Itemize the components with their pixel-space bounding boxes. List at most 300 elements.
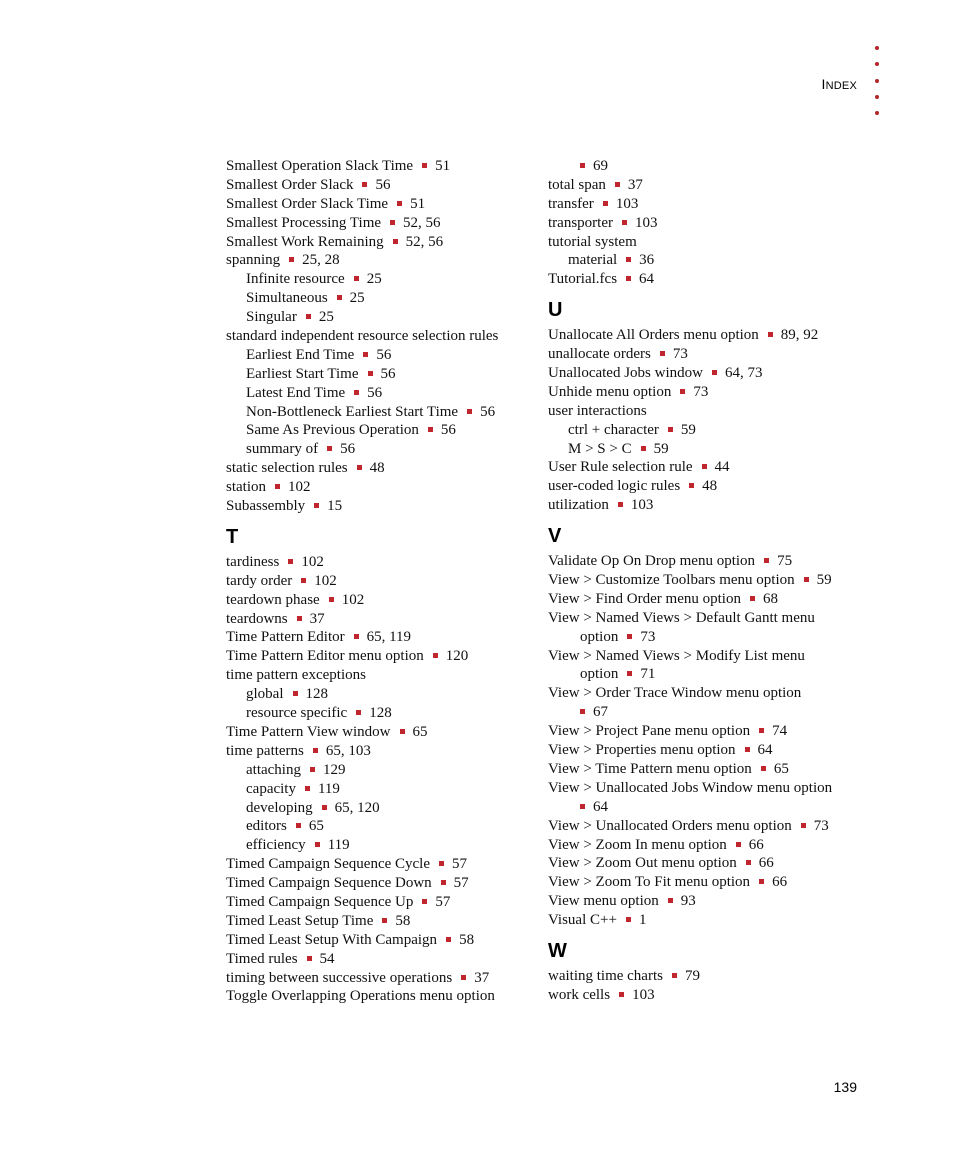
square-bullet-icon [400,729,405,734]
entry-term: time pattern exceptions [226,667,366,684]
entry-term: option [580,666,619,683]
entry-term: Timed Campaign Sequence Down [226,875,432,892]
square-bullet-icon [296,823,301,828]
square-bullet-icon [712,370,717,375]
square-bullet-icon [768,332,773,337]
page-reference: 102 [301,553,324,570]
index-entry [548,892,868,911]
square-bullet-icon [626,276,631,281]
index-entry [226,459,531,478]
square-bullet-icon [626,917,631,922]
square-bullet-icon [603,201,608,206]
index-entry [548,326,868,345]
entry-term: View > Named Views > Default Gantt menu [548,609,815,626]
entry-term: teardowns [226,610,288,627]
page-reference: 65 [412,723,428,740]
index-entry [548,817,868,836]
page-reference: 65 [308,818,324,835]
index-entry [548,911,868,930]
page-reference: 36 [639,252,655,269]
page-reference: 59 [816,572,832,589]
page-reference: 56 [375,176,391,193]
index-entry [548,665,868,684]
index-entry [548,628,868,647]
entry-term: Earliest Start Time [246,365,359,382]
entry-term: View menu option [548,893,659,910]
square-bullet-icon [397,201,402,206]
index-entry [548,496,868,515]
page-reference: 67 [593,704,608,721]
square-bullet-icon [668,898,673,903]
page-reference: 128 [369,705,392,722]
page-reference: 65, 103 [325,742,371,759]
entry-term: Simultaneous [246,290,328,307]
index-entry [548,798,868,817]
index-subentry [226,685,531,704]
index-subentry [548,421,868,440]
entry-term: total span [548,176,606,193]
dot-icon [875,111,879,115]
page-reference: 15 [327,498,343,515]
running-head-initial: I [821,76,826,92]
page-number: 139 [833,1079,857,1095]
page-reference: 37 [627,176,643,193]
square-bullet-icon [357,465,362,470]
entry-term: user interactions [548,402,647,419]
entry-term: Time Pattern View window [226,723,391,740]
entry-term: Timed Campaign Sequence Cycle [226,856,430,873]
entry-term: Smallest Order Slack Time [226,195,389,212]
index-entry [226,478,531,497]
page-reference: 73 [672,346,688,363]
page-reference: 64, 73 [724,365,763,382]
index-entry [226,931,531,950]
index-entry [226,214,531,233]
index-entry [548,779,868,798]
square-bullet-icon [288,559,293,564]
entry-term: Subassembly [226,498,306,515]
dot-icon [875,95,879,99]
index-entry [548,458,868,477]
square-bullet-icon [390,220,395,225]
square-bullet-icon [289,257,294,262]
entry-term: Smallest Work Remaining [226,233,384,250]
entry-term: Smallest Operation Slack Time [226,158,414,174]
entry-term: View > Customize Toolbars menu option [548,572,795,589]
entry-term: tardiness [226,553,280,570]
square-bullet-icon [580,163,585,168]
index-entry [226,233,531,252]
square-bullet-icon [761,766,766,771]
section-letter: W [548,939,567,962]
square-bullet-icon [428,427,433,432]
page-reference: 52, 56 [405,233,444,250]
index-subentry [226,817,531,836]
page-reference: 66 [748,836,764,853]
index-entry [548,760,868,779]
index-entry [226,327,531,346]
page-reference: 48 [369,460,385,477]
index-entry [226,195,531,214]
index-entry [548,176,868,195]
entry-term: waiting time charts [548,967,663,984]
square-bullet-icon [467,409,472,414]
page-reference: 65 [773,760,789,777]
page-reference: 129 [322,761,346,778]
square-bullet-icon [354,390,359,395]
entry-term: user-coded logic rules [548,478,681,495]
index-entry [226,893,531,912]
entry-term: M > S > C [568,440,632,457]
index-entry [226,950,531,969]
square-bullet-icon [672,973,677,978]
page-reference: 56 [380,365,396,382]
entry-term: View > Time Pattern menu option [548,760,752,777]
index-subentry [226,704,531,723]
page-reference: 73 [813,817,829,834]
page-reference: 65, 119 [366,629,412,646]
index-subentry [548,440,868,459]
index-entry [226,553,531,572]
index-entry [548,195,868,214]
running-head-rest: NDEX [825,80,857,92]
entry-term: View > Unallocated Orders menu option [548,817,792,834]
entry-term: attaching [246,761,301,778]
square-bullet-icon [382,918,387,923]
entry-term: View > Project Pane menu option [548,723,751,740]
entry-term: timing between successive operations [226,969,453,986]
page-reference: 102 [341,591,365,608]
square-bullet-icon [804,577,809,582]
entry-term: Validate Op On Drop menu option [548,553,756,570]
page-reference: 120 [445,648,469,665]
page-reference: 73 [693,383,709,400]
entry-term: Timed Least Setup Time [226,912,374,929]
page-reference: 71 [640,666,656,683]
page-reference: 74 [772,723,788,740]
square-bullet-icon [301,578,306,583]
index-entry [548,402,868,421]
index-entry [548,477,868,496]
page-reference: 57 [453,875,469,892]
entry-term: capacity [246,780,296,797]
index-entry [226,723,531,742]
page-reference: 25 [349,290,365,307]
section-letter: V [548,525,562,548]
page-reference: 103 [634,214,658,231]
square-bullet-icon [422,163,427,168]
index-entry [226,176,531,195]
square-bullet-icon [305,786,310,791]
page-reference: 37 [474,969,490,986]
index-subentry [226,761,531,780]
square-bullet-icon [627,634,632,639]
entry-term: ctrl + character [568,421,659,438]
square-bullet-icon [622,220,627,225]
entry-term: work cells [548,986,611,1003]
page-reference: 59 [680,421,696,438]
page-reference: 54 [319,950,335,967]
page-reference: 119 [327,837,350,854]
entry-term: unallocate orders [548,346,651,363]
square-bullet-icon [433,653,438,658]
entry-term: Smallest Order Slack [226,176,354,193]
entry-term: station [226,479,266,496]
index-subentry [226,289,531,308]
index-entry [548,854,868,873]
square-bullet-icon [689,483,694,488]
page-reference: 37 [309,610,325,627]
page-reference: 64 [593,798,608,815]
square-bullet-icon [641,446,646,451]
entry-term: Earliest End Time [246,346,355,363]
square-bullet-icon [362,182,367,187]
index-entry [226,912,531,931]
page-reference: 103 [632,986,655,1003]
square-bullet-icon [580,709,585,714]
square-bullet-icon [297,616,302,621]
page-reference: 68 [762,590,778,607]
index-column-right [548,157,868,1005]
entry-term: Timed rules [226,950,298,967]
square-bullet-icon [745,747,750,752]
index-subentry [226,440,531,459]
index-entry [226,591,531,610]
square-bullet-icon [363,352,368,357]
entry-term: teardown phase [226,591,320,608]
entry-term: Timed Campaign Sequence Up [226,893,414,910]
index-subentry [226,799,531,818]
entry-term: Toggle Overlapping Operations menu option [226,988,495,1005]
index-subentry [226,270,531,289]
entry-term: tardy order [226,572,293,589]
square-bullet-icon [668,427,673,432]
index-subentry [226,780,531,799]
entry-term: Infinite resource [246,271,345,288]
entry-term: View > Zoom Out menu option [548,855,737,872]
page-reference: 64 [757,742,773,759]
entry-term: transfer [548,195,594,212]
square-bullet-icon [354,276,359,281]
index-entry [548,571,868,590]
dot-icon [875,62,879,66]
entry-term: View > Zoom In menu option [548,836,727,853]
index-entry [548,647,868,666]
square-bullet-icon [660,351,665,356]
index-subentry [226,384,531,403]
square-bullet-icon [750,596,755,601]
entry-term: transporter [548,214,613,231]
entry-term: View > Unallocated Jobs Window menu option [548,779,833,796]
square-bullet-icon [422,899,427,904]
entry-term: Tutorial.fcs [548,271,618,288]
entry-term: Singular [246,309,297,326]
index-entry [548,590,868,609]
entry-term: Unallocated Jobs window [548,365,703,382]
entry-term: time patterns [226,742,304,759]
entry-term: developing [246,799,313,816]
index-subentry [226,403,531,422]
page-reference: 52, 56 [403,214,441,231]
page-reference: 56 [376,346,392,363]
page-reference: 89, 92 [780,327,819,344]
square-bullet-icon [327,446,332,451]
square-bullet-icon [746,860,751,865]
square-bullet-icon [439,861,444,866]
entry-term: View > Order Trace Window menu option [548,685,802,702]
index-entry [226,742,531,761]
page-reference: 56 [367,384,383,401]
page-reference: 58 [395,912,411,929]
entry-term: resource specific [246,705,348,722]
index-entry [226,969,531,988]
index-column-left [226,157,531,1006]
index-entry [548,967,868,986]
index-subentry [226,421,531,440]
square-bullet-icon [580,804,585,809]
page-reference: 58 [459,931,475,948]
entry-term: Same As Previous Operation [246,422,419,439]
index-entry [226,987,531,1006]
square-bullet-icon [801,823,806,828]
page-reference: 25 [318,309,334,326]
square-bullet-icon [680,389,685,394]
square-bullet-icon [461,975,466,980]
entry-term: Unhide menu option [548,383,672,400]
index-entry [226,251,531,270]
page-reference: 64 [639,271,655,288]
index-subentry [226,346,531,365]
square-bullet-icon [627,671,632,676]
entry-term: summary of [246,441,319,458]
square-bullet-icon [322,805,327,810]
index-entry [548,270,868,289]
page-reference: 103 [630,497,654,514]
index-entry [548,233,868,252]
index-subentry [226,836,531,855]
index-entry [548,684,868,703]
page-reference: 65, 120 [334,799,380,816]
square-bullet-icon [702,464,707,469]
dot-icon [875,46,879,50]
square-bullet-icon [618,502,623,507]
square-bullet-icon [356,710,361,715]
index-entry [226,874,531,893]
square-bullet-icon [736,842,741,847]
entry-term: tutorial system [548,233,637,250]
page-reference: 48 [702,478,718,495]
square-bullet-icon [441,880,446,885]
page-reference: 57 [452,856,467,873]
index-entry [548,345,868,364]
entry-term: static selection rules [226,460,348,477]
index-entry [226,157,531,176]
entry-term: View > Find Order menu option [548,590,741,607]
page-reference: 79 [684,967,700,984]
index-entry [548,873,868,892]
index-entry [548,722,868,741]
index-entry [226,628,531,647]
square-bullet-icon [293,691,298,696]
square-bullet-icon [275,484,280,489]
index-entry [548,986,868,1005]
square-bullet-icon [759,879,764,884]
index-entry [548,383,868,402]
entry-term: View > Properties menu option [548,742,736,759]
dot-icon [875,79,879,83]
entry-term: standard independent resource selection rules [226,328,499,345]
entry-term: global [246,686,284,703]
entry-term: User Rule selection rule [548,459,693,476]
section-letter: T [226,525,239,548]
index-entry [548,214,868,233]
entry-term: Latest End Time [246,384,346,401]
square-bullet-icon [764,558,769,563]
square-bullet-icon [307,956,312,961]
page-reference: 1 [638,912,647,929]
square-bullet-icon [393,239,398,244]
section-letter: U [548,299,563,322]
entry-term: Timed Least Setup With Campaign [226,931,438,948]
entry-term: Time Pattern Editor [226,629,345,646]
page-reference: 69 [593,158,608,174]
index-entry [548,836,868,855]
page-reference: 56 [480,403,496,420]
square-bullet-icon [368,371,373,376]
page-reference: 93 [680,893,696,910]
index-entry [226,497,531,516]
square-bullet-icon [337,295,342,300]
index-subentry [548,251,868,270]
entry-term: View > Named Views > Modify List menu [548,647,805,664]
entry-term: option [580,628,619,645]
index-entry [548,741,868,760]
entry-term: Visual C++ [548,912,617,929]
square-bullet-icon [759,728,764,733]
running-head [822,76,857,92]
page-reference: 25 [366,271,382,288]
square-bullet-icon [313,748,318,753]
page-reference: 119 [317,780,340,797]
entry-term: editors [246,818,287,835]
index-entry [226,647,531,666]
page-reference: 59 [653,440,669,457]
page-reference: 103 [615,195,639,212]
page-reference: 66 [772,874,788,891]
page-reference: 57 [435,893,451,910]
page-reference: 128 [305,686,328,703]
square-bullet-icon [615,182,620,187]
decorative-dots [871,46,883,127]
square-bullet-icon [329,597,334,602]
page-reference: 56 [440,422,456,439]
square-bullet-icon [626,257,631,262]
page-reference: 75 [777,553,793,570]
page-reference: 56 [340,441,356,458]
entry-term: material [568,252,618,269]
square-bullet-icon [354,634,359,639]
index-entry [548,364,868,383]
square-bullet-icon [619,992,624,997]
page-reference: 73 [640,628,656,645]
square-bullet-icon [306,314,311,319]
entry-term: efficiency [246,837,306,854]
index-entry [226,666,531,685]
entry-term: utilization [548,497,609,514]
index-entry [548,157,868,176]
index-entry [548,552,868,571]
entry-term: View > Zoom To Fit menu option [548,874,751,891]
